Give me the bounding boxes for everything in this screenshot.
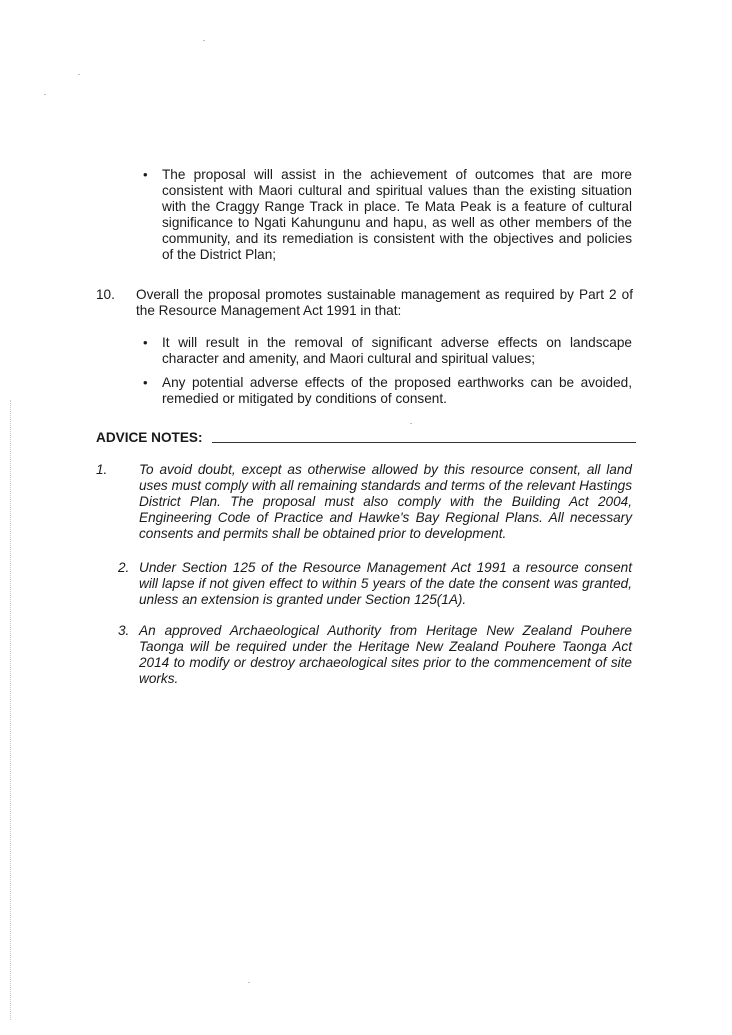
scan-speck (248, 982, 250, 983)
bullet-text: Any potential adverse effects of the proposed earthworks can be avoided, remedied or mitigated by conditions of consent. (162, 375, 632, 406)
note-number: 3. (118, 623, 130, 638)
bullet-icon: • (143, 375, 148, 390)
scan-margin-line (10, 400, 11, 1020)
note-number: 2. (118, 560, 130, 575)
list-item (143, 167, 632, 263)
scan-speck (78, 74, 80, 75)
scan-speck (44, 94, 46, 95)
note-number: 1. (96, 462, 108, 477)
bullet-text: The proposal will assist in the achievement of outcomes that are more consistent with Maori cultural and spiritual values than the existing situation with the Craggy Range Track in place. Te Mata Peak is a feature of cultural significance to Ngati Kahungunu and hapu, as well as other members of the community, and its remediation is consistent with the objectives and policies of the District Plan; (162, 167, 632, 262)
bullet-icon: • (143, 335, 148, 350)
section-heading: ADVICE NOTES: (96, 430, 203, 445)
bullet-icon: • (143, 167, 148, 182)
list-item (143, 335, 632, 367)
note-text: Under Section 125 of the Resource Management Act 1991 a resource consent will lapse if not given effect to within 5 years of the date the consent was granted, unless an extension is granted under Section 125(1A). (139, 560, 632, 607)
bullet-text: It will result in the removal of significant adverse effects on landscape character and amenity, and Maori cultural and spiritual values; (162, 335, 632, 366)
heading-rule (212, 442, 636, 443)
paragraph-text: Overall the proposal promotes sustainable management as required by Part 2 of the Resource Management Act 1991 in that: (136, 287, 633, 318)
note-text: To avoid doubt, except as otherwise allowed by this resource consent, all land uses must comply with all remaining standards and terms of the relevant Hastings District Plan. The proposal must also comply with the Building Act 2004, Engineering Code of Practice and Hawke's Bay Regional Plans. All necessary consents and permits shall be obtained prior to development. (139, 462, 632, 541)
note-text: An approved Archaeological Authority from Heritage New Zealand Pouhere Taonga will be required under the Heritage New Zealand Pouhere Taonga Act 2014 to modify or destroy archaeological sites prior to the commencement of site works. (139, 623, 632, 686)
scan-speck (203, 40, 205, 41)
scan-speck (410, 423, 412, 424)
paragraph-number: 10. (96, 287, 115, 302)
list-item (143, 375, 632, 407)
